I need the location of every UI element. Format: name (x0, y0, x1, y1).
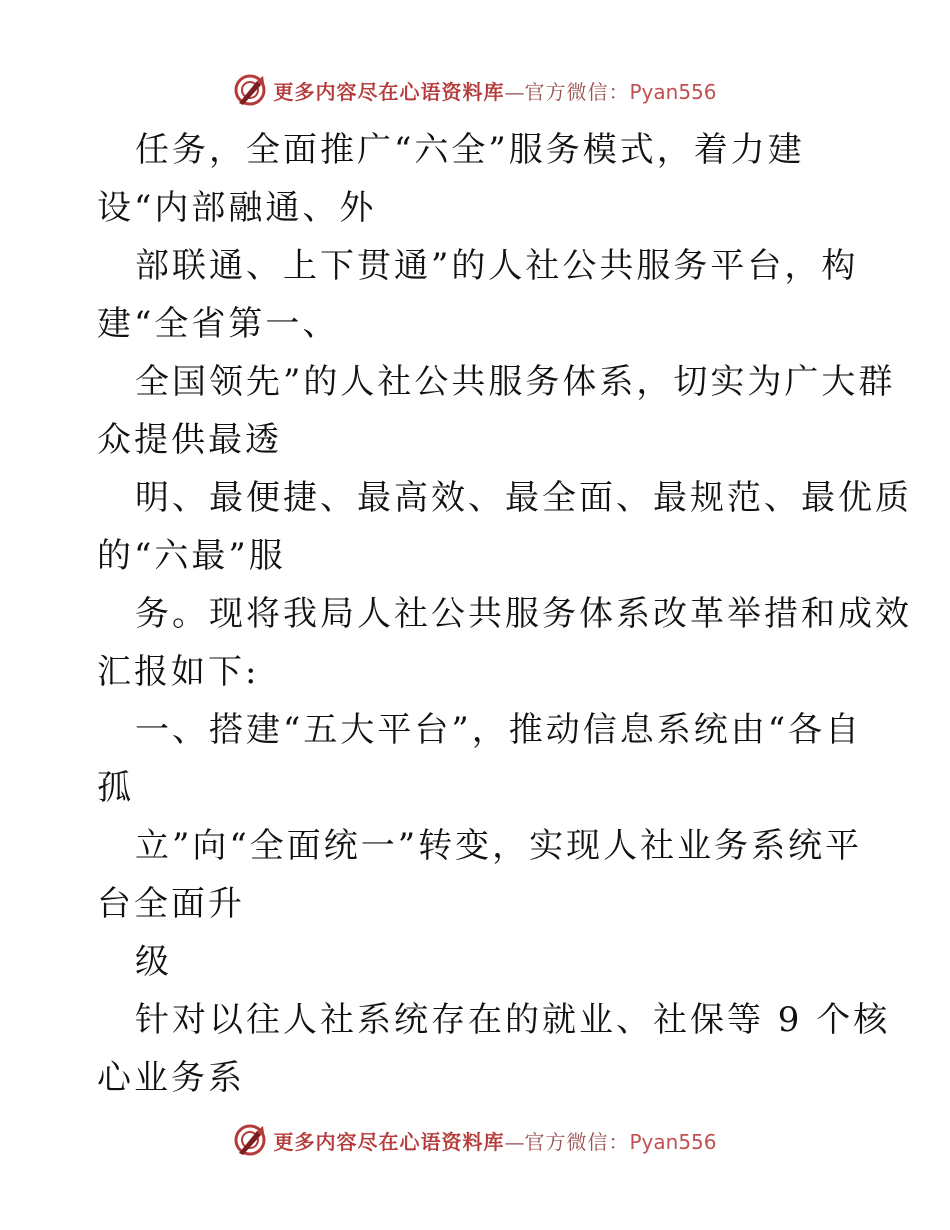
watermark-text (273, 1126, 716, 1155)
pen-logo-icon (233, 73, 267, 107)
body-line: 一、搭建“五大平台”，推动信息系统由“各自 (135, 710, 863, 750)
watermark-group (233, 73, 716, 107)
watermark-wechat-label: 官方微信： (524, 79, 630, 104)
watermark-wechat-label: 官方微信： (524, 1129, 630, 1154)
watermark-header (0, 70, 950, 110)
body-line: 针对以往人社系统存在的就业、社保等 9 个核 (135, 1000, 891, 1040)
body-line: 明、最便捷、最高效、最全面、最规范、最优质 (135, 478, 912, 518)
body-line: 部联通、上下贯通”的人社公共服务平台，构 (135, 246, 859, 286)
watermark-handle: Pyan556 (629, 79, 717, 104)
body-line: 务。现将我局人社公共服务体系改革举措和成效 (135, 594, 912, 634)
watermark-text (273, 76, 716, 105)
watermark-group (233, 1123, 716, 1157)
body-line: 立”向“全面统一”转变，实现人社业务系统平 (135, 826, 863, 866)
body-line: 的“六最”服 (97, 536, 286, 576)
body-line: 汇报如下: (97, 652, 260, 692)
watermark-separator: — (504, 79, 525, 104)
body-line: 全国领先”的人社公共服务体系，切实为广大群 (135, 362, 896, 402)
body-line: 级 (135, 942, 172, 982)
watermark-separator: — (504, 1129, 525, 1154)
watermark-handle: Pyan556 (629, 1129, 717, 1154)
body-line: 建“全省第一、 (97, 304, 340, 344)
pen-logo-icon (233, 1123, 267, 1157)
body-line: 任务，全面推广“六全”服务模式，着力建 (135, 130, 805, 170)
body-line: 设“内部融通、外 (97, 188, 377, 228)
watermark-main: 更多内容尽在心语资料库 (273, 1129, 505, 1154)
body-line: 台全面升 (97, 884, 245, 924)
watermark-footer (0, 1120, 950, 1160)
body-line: 众提供最透 (97, 420, 282, 460)
body-line: 心业务系 (97, 1058, 245, 1098)
body-line: 孤 (97, 768, 134, 808)
watermark-main: 更多内容尽在心语资料库 (273, 79, 505, 104)
